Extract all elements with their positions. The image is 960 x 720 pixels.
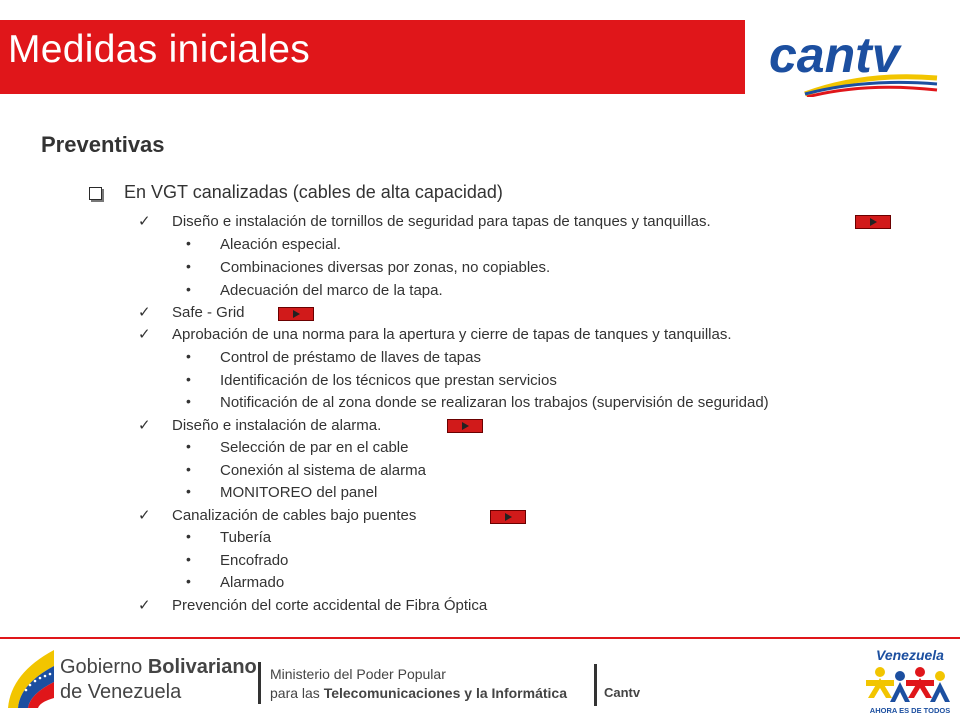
checkmark-icon: ✓ (138, 597, 151, 614)
bullet-icon: • (186, 528, 191, 544)
ministerio-line1: Ministerio del Poder Popular (270, 666, 446, 682)
bullet-icon: • (186, 551, 191, 567)
footer (0, 640, 960, 720)
subitem: Notificación de al zona donde se realizaran los trabajos (supervisión de seguridad) (220, 394, 769, 411)
subitem: Adecuación del marco de la tapa. (220, 282, 443, 299)
subitem: Alarmado (220, 574, 285, 591)
checkbox-bullet-icon (89, 187, 102, 200)
checkmark-icon: ✓ (138, 326, 151, 343)
subitem: Encofrado (220, 552, 289, 569)
subitem: MONITOREO del panel (220, 484, 378, 501)
item-fibra: Prevención del corte accidental de Fibra Óptica (172, 597, 488, 614)
item-safe-grid: Safe - Grid (172, 304, 245, 321)
subitem: Tubería (220, 529, 272, 546)
page-title: Medidas iniciales (8, 28, 311, 71)
cantv-footer-label: Cantv (604, 685, 641, 700)
section-title: Preventivas (41, 132, 165, 157)
level1-item: En VGT canalizadas (cables de alta capacidad) (124, 182, 503, 202)
subitem: Combinaciones diversas por zonas, no copiables. (220, 259, 551, 276)
checkmark-icon: ✓ (138, 213, 151, 230)
bullet-icon: • (186, 371, 191, 387)
cantv-logo-text: cantv (769, 27, 900, 83)
venezuela-logo-text: Venezuela (876, 647, 944, 663)
bullet-icon: • (186, 348, 191, 364)
bullet-icon: • (186, 483, 191, 499)
bullet-icon: • (186, 393, 191, 409)
checkmark-icon: ✓ (138, 304, 151, 321)
bullet-icon: • (186, 461, 191, 477)
bullet-icon: • (186, 258, 191, 274)
checkmark-icon: ✓ (138, 507, 151, 524)
subitem: Identificación de los técnicos que prestan servicios (220, 372, 557, 389)
subitem: Conexión al sistema de alarma (220, 462, 426, 479)
play-button[interactable] (855, 215, 891, 229)
footer-separator (594, 664, 597, 706)
bullet-icon: • (186, 573, 191, 589)
play-button[interactable] (278, 307, 314, 321)
ministerio-line2: para las Telecomunicaciones y la Informática (270, 685, 567, 701)
footer-divider (0, 637, 960, 639)
item-alarma: Diseño e instalación de alarma. (172, 417, 382, 434)
venezuela-ahora-logo (862, 646, 958, 716)
gobierno-line2: de Venezuela (60, 681, 182, 703)
play-button[interactable] (447, 419, 483, 433)
item-norma: Aprobación de una norma para la apertura y cierre de tapas de tanques y tanquillas. (172, 326, 732, 343)
subitem: Control de préstamo de llaves de tapas (220, 349, 481, 366)
gobierno-line1: Gobierno Bolivariano (60, 656, 257, 678)
subitem: Aleación especial. (220, 236, 341, 253)
venezuela-flag-icon (6, 648, 56, 710)
footer-separator (258, 662, 261, 704)
bullet-icon: • (186, 281, 191, 297)
play-button[interactable] (490, 510, 526, 524)
subitem: Selección de par en el cable (220, 439, 409, 456)
item-tornillos: Diseño e instalación de tornillos de seguridad para tapas de tanques y tanquillas. (172, 213, 711, 230)
bullet-icon: • (186, 438, 191, 454)
ahora-logo-text: AHORA ES DE TODOS (869, 706, 951, 715)
checkmark-icon: ✓ (138, 417, 151, 434)
bullet-icon: • (186, 235, 191, 251)
item-canalizacion: Canalización de cables bajo puentes (172, 507, 417, 524)
